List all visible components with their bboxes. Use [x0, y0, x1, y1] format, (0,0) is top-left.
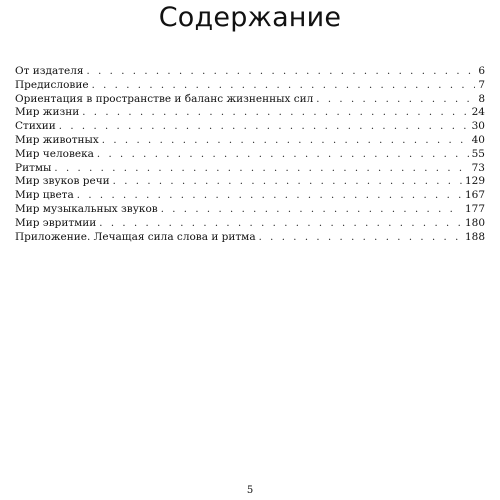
toc-entry — [15, 93, 485, 107]
toc-entry-page: 129 — [464, 175, 485, 188]
toc-entry-label: От издателя — [15, 65, 84, 77]
toc-entry-label: Мир эвритмии — [15, 216, 97, 229]
toc-entry — [15, 162, 485, 176]
toc-leader-dots — [99, 217, 462, 231]
toc-leader-dots — [102, 134, 469, 148]
toc-entry-label: Мир звуков речи — [15, 175, 110, 188]
toc-entry-page: 40 — [471, 133, 485, 146]
toc-entry — [15, 120, 485, 134]
toc-entry-label: Мир музыкальных звуков — [15, 202, 158, 215]
toc-leader-dots — [77, 189, 462, 203]
toc-entry-page: 188 — [464, 230, 485, 243]
toc-entry-label: Приложение. Лечащая сила слова и ритма — [15, 230, 256, 243]
toc-entry-label: Ориентация в пространстве и баланс жизненных сил — [15, 92, 314, 105]
toc-entry — [15, 217, 485, 231]
toc-leader-dots — [87, 65, 476, 79]
toc-leader-dots — [82, 106, 468, 120]
toc-entry — [15, 65, 485, 79]
toc-entry-page: 167 — [464, 189, 485, 202]
toc-entry-label: Стихии — [15, 120, 56, 133]
toc-leader-dots — [161, 203, 462, 217]
toc-entry — [15, 79, 485, 93]
toc-leader-dots — [316, 93, 475, 107]
table-of-contents — [15, 65, 485, 244]
toc-entry-page: 30 — [471, 120, 485, 133]
toc-entry-label: Мир человека — [15, 147, 94, 160]
page-title: Содержание — [158, 2, 342, 33]
toc-entry-page: 6 — [478, 65, 485, 77]
toc-leader-dots — [97, 148, 469, 162]
toc-entry — [15, 106, 485, 120]
toc-entry-label: Ритмы — [15, 161, 52, 174]
toc-entry-page: 180 — [464, 216, 485, 229]
toc-entry-page: 55 — [471, 147, 485, 160]
page-number: 5 — [246, 485, 254, 496]
toc-leader-dots — [259, 231, 462, 245]
toc-leader-dots — [59, 120, 469, 134]
toc-leader-dots — [54, 162, 468, 176]
toc-entry — [15, 175, 485, 189]
toc-entry-page: 8 — [478, 92, 485, 105]
toc-entry-page: 177 — [464, 202, 485, 215]
toc-entry-label: Мир жизни — [15, 106, 80, 119]
toc-leader-dots — [92, 79, 476, 93]
toc-entry — [15, 231, 485, 245]
toc-entry-page: 24 — [471, 106, 485, 119]
toc-entry — [15, 189, 485, 203]
toc-leader-dots — [113, 175, 462, 189]
toc-entry — [15, 134, 485, 148]
toc-entry — [15, 148, 485, 162]
toc-entry-page: 73 — [471, 161, 485, 174]
toc-entry-label: Предисловие — [15, 78, 89, 91]
toc-entry — [15, 203, 485, 217]
toc-entry-label: Мир животных — [15, 133, 99, 146]
toc-entry-label: Мир цвета — [15, 189, 74, 202]
toc-entry-page: 7 — [478, 78, 485, 91]
